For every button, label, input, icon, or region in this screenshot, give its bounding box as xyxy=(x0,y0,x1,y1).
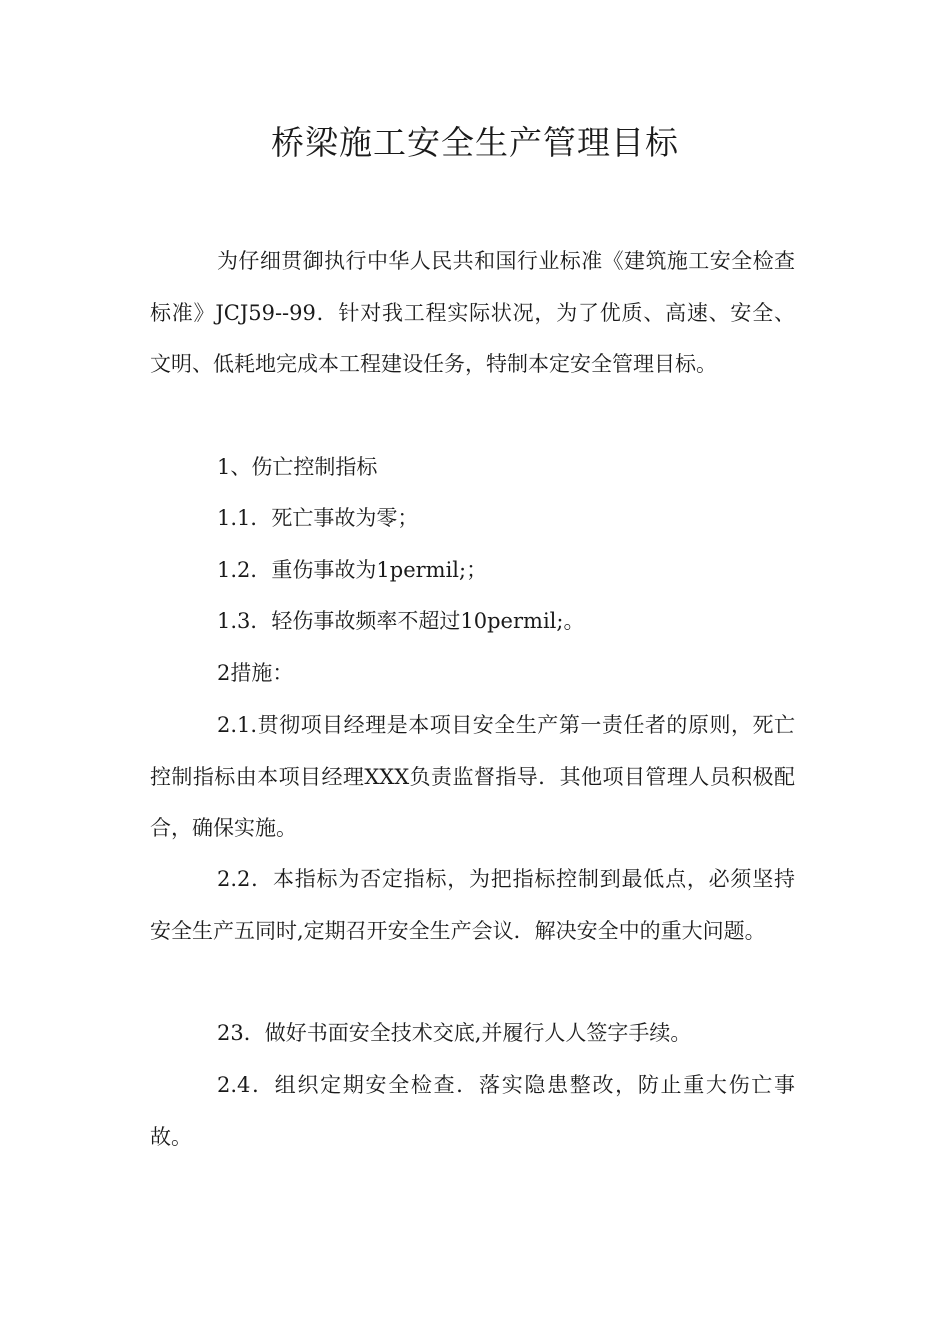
item-2-2: 2.2．本指标为否定指标，为把指标控制到最低点，必须坚持安全生产五同时,定期召开安全生产会议．解决安全中的重大问题。 xyxy=(150,867,795,943)
item-2-3: 23．做好书面安全技术交底,并履行人人签字手续。 xyxy=(217,1021,692,1045)
intro-paragraph: 为仔细贯御执行中华人民共和国行业标准《建筑施工安全检查标准》JCJ59--99．针对我工程实际状况，为了优质、高速、安全、文明、低耗地完成本工程建设任务，特制本定安全管理目标。 xyxy=(150,249,795,376)
item-1-3: 1.3．轻伤事故频率不超过10permil;。 xyxy=(217,609,585,633)
item-1-2: 1.2．重伤事故为1permil;； xyxy=(217,558,488,582)
document-title: 桥梁施工安全生产管理目标 xyxy=(271,123,679,162)
item-1-1: 1.1．死亡事故为零； xyxy=(217,506,419,530)
item-2-1: 2.1.贯彻项目经理是本项目安全生产第一责任者的原则，死亡控制指标由本项目经理XXX负责监督指导．其他项目管理人员积极配合，确保实施。 xyxy=(150,713,795,840)
section-heading-casualty-control: 1、伤亡控制指标 xyxy=(217,455,378,479)
item-2-4: 2.4．组织定期安全检查．落实隐患整改，防止重大伤亡事故。 xyxy=(150,1073,795,1149)
section-heading-measures: 2措施： xyxy=(217,661,294,685)
